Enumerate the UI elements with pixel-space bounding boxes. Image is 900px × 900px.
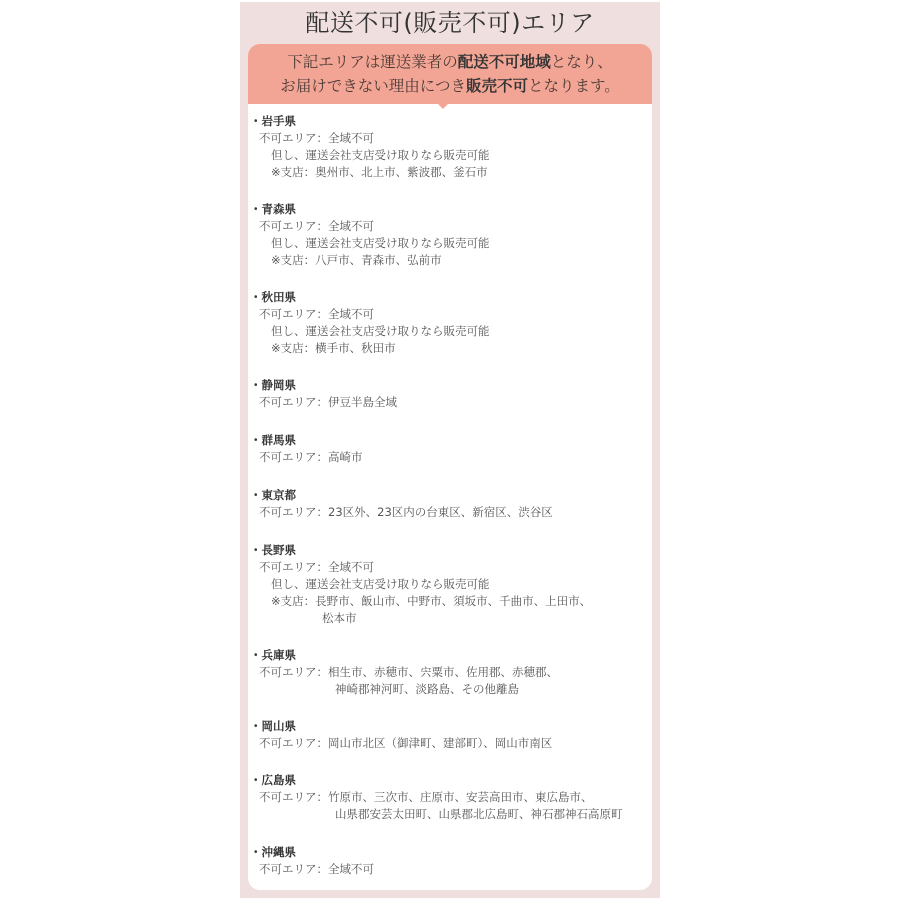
speech-pointer xyxy=(438,104,448,109)
notice-emphasis: 配送不可地域 xyxy=(457,53,551,71)
notice-text: お届けできない理由につき xyxy=(280,77,466,95)
restriction-area-line: 不可エリア：全域不可 xyxy=(259,219,374,233)
prefecture-name: ・群馬県 xyxy=(250,433,296,447)
restriction-area-line: 不可エリア：全域不可 xyxy=(259,862,374,876)
restriction-cont-branch-line: 松本市 xyxy=(322,611,357,625)
area-list-card xyxy=(248,104,652,890)
prefecture-name: ・岡山県 xyxy=(250,719,296,733)
prefecture-name: ・東京都 xyxy=(250,488,296,502)
restriction-area-line: 不可エリア：全域不可 xyxy=(259,307,374,321)
notice-banner xyxy=(248,44,652,104)
prefecture-section xyxy=(248,289,652,357)
prefecture-section xyxy=(248,718,652,752)
prefecture-name: ・岩手県 xyxy=(250,114,296,128)
notice-emphasis: 販売不可 xyxy=(465,77,528,95)
restriction-area-line: 不可エリア：全域不可 xyxy=(259,560,374,574)
restriction-note-line: 但し、運送会社支店受け取りなら販売可能 xyxy=(271,324,490,338)
prefecture-section xyxy=(248,201,652,269)
prefecture-section xyxy=(248,113,652,181)
restriction-note-line: 但し、運送会社支店受け取りなら販売可能 xyxy=(271,577,490,591)
notice-text: 下記エリアは運送業者の xyxy=(287,53,458,71)
restriction-area-line: 不可エリア：全域不可 xyxy=(259,131,374,145)
prefecture-name: ・青森県 xyxy=(250,202,296,216)
prefecture-section xyxy=(248,432,652,466)
notice-text: となります。 xyxy=(527,77,620,95)
restriction-branch-line: ※支店：横手市、秋田市 xyxy=(271,341,396,355)
restriction-branch-line: ※支店：八戸市、青森市、弘前市 xyxy=(271,253,442,267)
restriction-area-line: 不可エリア：竹原市、三次市、庄原市、安芸高田市、東広島市、 xyxy=(259,790,593,804)
restriction-area-line: 不可エリア：高崎市 xyxy=(259,450,363,464)
prefecture-name: ・秋田県 xyxy=(250,290,296,304)
restriction-area-line: 不可エリア：23区外、23区内の台東区、新宿区、渋谷区 xyxy=(259,505,553,519)
restriction-note-line: 但し、運送会社支店受け取りなら販売可能 xyxy=(271,236,490,250)
prefecture-name: ・兵庫県 xyxy=(250,648,296,662)
restriction-area-line: 不可エリア：相生市、赤穂市、宍粟市、佐用郡、赤穂郡、 xyxy=(259,665,558,679)
notice-text: となり、 xyxy=(550,53,613,71)
prefecture-section xyxy=(248,772,652,823)
restriction-area-line: 不可エリア：岡山市北区（御津町、建部町）、岡山市南区 xyxy=(259,736,553,750)
prefecture-section xyxy=(248,844,652,878)
restriction-note-line: 但し、運送会社支店受け取りなら販売可能 xyxy=(271,148,490,162)
prefecture-name: ・沖縄県 xyxy=(250,845,296,859)
delivery-restriction-panel xyxy=(240,2,660,898)
prefecture-name: ・広島県 xyxy=(250,773,296,787)
restriction-area-line: 不可エリア：伊豆半島全域 xyxy=(259,395,397,409)
restriction-branch-line: ※支店：長野市、飯山市、中野市、須坂市、千曲市、上田市、 xyxy=(271,594,592,608)
notice-line-2 xyxy=(248,74,652,98)
prefecture-name: ・静岡県 xyxy=(250,378,296,392)
prefecture-section xyxy=(248,377,652,411)
page-title: 配送不可(販売不可)エリア xyxy=(305,9,595,37)
prefecture-section xyxy=(248,542,652,627)
restriction-branch-line: ※支店：奥州市、北上市、紫波郡、釜石市 xyxy=(271,165,488,179)
prefecture-section xyxy=(248,647,652,698)
prefecture-name: ・長野県 xyxy=(250,543,296,557)
notice-line-1 xyxy=(248,50,652,74)
restriction-cont-area-line: 山県郡安芸太田町、山県郡北広島町、神石郡神石高原町 xyxy=(335,807,623,821)
restriction-cont-area-line: 神崎郡神河町、淡路島、その他離島 xyxy=(335,682,519,696)
prefecture-section xyxy=(248,487,652,521)
